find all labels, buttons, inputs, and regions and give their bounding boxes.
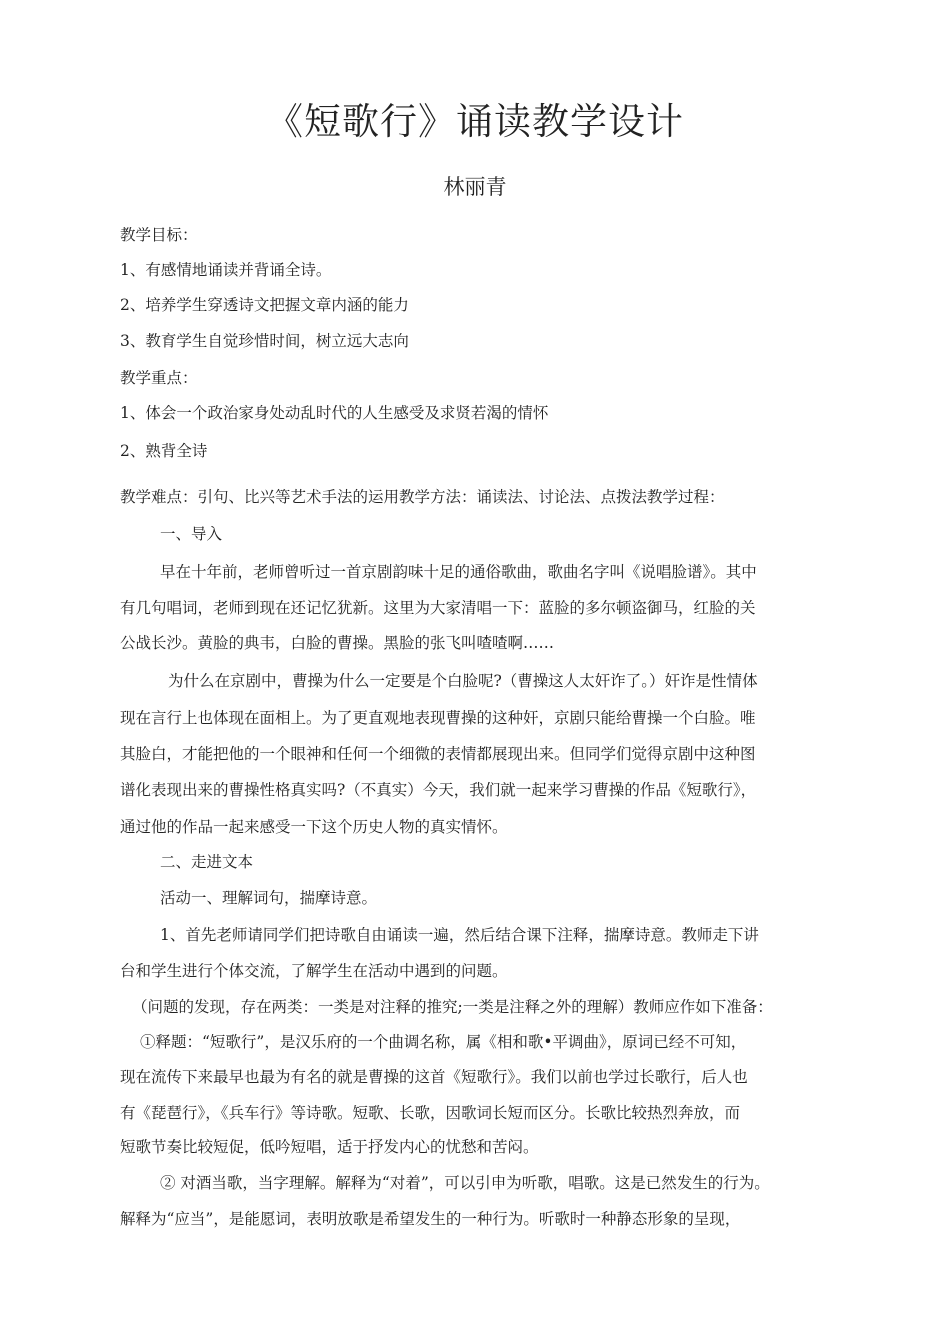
- text-line: 二、走进文本: [160, 853, 254, 871]
- text-line: 解释为“应当”，是能愿词，表明放歌是希望发生的一种行为。听歌时一种静态形象的呈现，: [120, 1210, 741, 1228]
- text-line: 台和学生进行个体交流，了解学生在活动中遇到的问题。: [120, 962, 508, 980]
- text-line: 谱化表现出来的曹操性格真实吗?（不真实）今天，我们就一起来学习曹操的作品《短歌行》，: [120, 781, 757, 799]
- text-line: ② 对酒当歌，当字理解。解释为“对着”，可以引申为听歌，唱歌。这是已然发生的行为。: [160, 1174, 770, 1192]
- text-line: ①释题：“短歌行”，是汉乐府的一个曲调名称，属《相和歌•平调曲》，原词已经不可知，: [140, 1033, 747, 1051]
- text-line: （问题的发现，存在两类：一类是对注释的推究;一类是注释之外的理解）教师应作如下准备：: [132, 998, 773, 1016]
- text-line: 活动一、理解词句，揣摩诗意。: [160, 889, 378, 907]
- text-line: 教学重点：: [120, 369, 198, 387]
- text-line: 2、熟背全诗: [120, 442, 208, 460]
- text-line: 教学难点：引句、比兴等艺术手法的运用教学方法：诵读法、讨论法、点拨法教学过程：: [120, 488, 725, 506]
- text-line: 1、有感情地诵读并背诵全诗。: [120, 261, 332, 279]
- text-line: 有几句唱词，老师到现在还记忆犹新。这里为大家清唱一下：蓝脸的多尔顿盗御马，红脸的关: [120, 599, 756, 617]
- text-line: 早在十年前，老师曾听过一首京剧韵味十足的通俗歌曲，歌曲名字叫《说唱脸谱》。其中: [160, 563, 757, 581]
- document-author: 林丽青: [443, 175, 507, 199]
- text-line: 3、教育学生自觉珍惜时间，树立远大志向: [120, 332, 409, 350]
- text-line: 现在言行上也体现在面相上。为了更直观地表现曹操的这种奸，京剧只能给曹操一个白脸。唯: [120, 709, 756, 727]
- text-line: 其脸白，才能把他的一个眼神和任何一个细微的表情都展现出来。但同学们觉得京剧中这种图: [120, 745, 756, 763]
- text-line: 1、首先老师请同学们把诗歌自由诵读一遍，然后结合课下注释，揣摩诗意。教师走下讲: [160, 926, 759, 944]
- text-line: 教学目标：: [120, 226, 198, 244]
- text-line: 1、体会一个政治家身处动乱时代的人生感受及求贤若渴的情怀: [120, 404, 549, 422]
- text-line: 通过他的作品一起来感受一下这个历史人物的真实情怀。: [120, 818, 508, 836]
- text-line: 为什么在京剧中，曹操为什么一定要是个白脸呢?（曹操这人太奸诈了。）奸诈是性情体: [168, 672, 758, 690]
- document-title: 《短歌行》诵读教学设计: [266, 100, 684, 143]
- text-line: 2、培养学生穿透诗文把握文章内涵的能力: [120, 296, 409, 314]
- text-line: 短歌节奏比较短促，低吟短唱，适于抒发内心的忧愁和苦闷。: [120, 1138, 539, 1156]
- text-line: 现在流传下来最早也最为有名的就是曹操的这首《短歌行》。我们以前也学过长歌行，后人也: [120, 1068, 748, 1086]
- text-line: 一、导入: [160, 525, 223, 543]
- text-line: 公战长沙。黄脸的典韦，白脸的曹操。黑脸的张飞叫喳喳啊……: [120, 634, 555, 652]
- text-line: 有《琵琶行》，《兵车行》等诗歌。短歌、长歌，因歌词长短而区分。长歌比较热烈奔放，而: [120, 1104, 741, 1122]
